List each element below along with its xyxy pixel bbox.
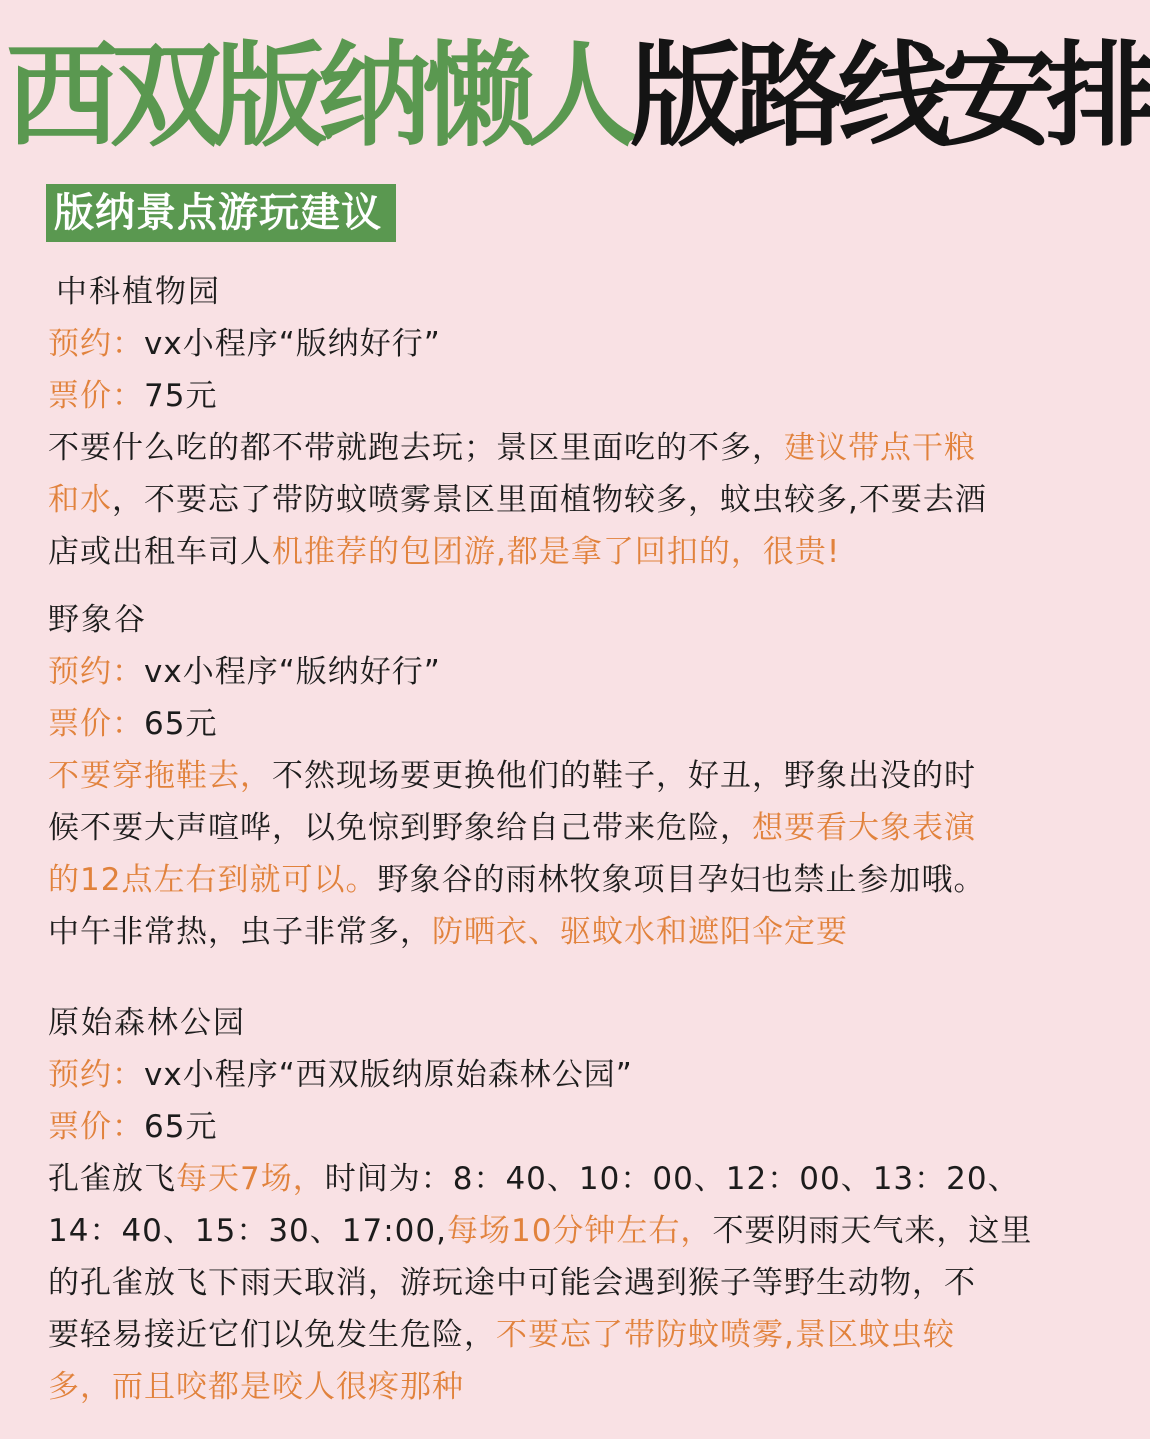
tips-line bbox=[48, 1257, 1038, 1309]
tips-highlight: 不要忘了带防蚊喷雾,景区蚊虫较 bbox=[496, 1317, 955, 1353]
tips-text: 的孔雀放飞下雨天取消，游玩途中可能会遇到猴子等野生动物，不 bbox=[48, 1265, 976, 1301]
tips-line bbox=[48, 802, 1038, 854]
tips-line bbox=[48, 854, 1038, 906]
attraction-section-botanical-garden bbox=[48, 266, 1038, 578]
attraction-name: 野象谷 bbox=[48, 602, 147, 638]
booking-label: 预约： bbox=[48, 326, 144, 362]
tips-line bbox=[48, 906, 1038, 958]
booking-value: vx小程序“西双版纳原始森林公园” bbox=[144, 1057, 633, 1093]
tips-highlight: 想要看大象表演 bbox=[752, 810, 976, 846]
price-value: 65元 bbox=[144, 1109, 218, 1145]
attraction-section-primeval-forest-park bbox=[48, 997, 1038, 1413]
tips-text: 店或出租车司人 bbox=[48, 534, 272, 570]
tips-text: ，不要忘了带防蚊喷雾景区里面植物较多，蚊虫较多,不要去酒 bbox=[112, 482, 987, 518]
tips-highlight: 建议带点干粮 bbox=[784, 430, 976, 466]
attraction-name: 中科植物园 bbox=[56, 274, 221, 310]
tips-text: 时间为：8：40、10：00、12：00、13：20、 bbox=[324, 1161, 1020, 1197]
booking-line bbox=[48, 646, 1038, 698]
booking-line bbox=[48, 318, 1038, 370]
attraction-name: 原始森林公园 bbox=[48, 1005, 246, 1041]
tips-text: 孔雀放飞 bbox=[48, 1161, 176, 1197]
price-label: 票价： bbox=[48, 378, 144, 414]
booking-label: 预约： bbox=[48, 654, 144, 690]
tips-text: 不要什么吃的都不带就跑去玩；景区里面吃的不多， bbox=[48, 430, 784, 466]
booking-value: vx小程序“版纳好行” bbox=[144, 326, 441, 362]
tips-line bbox=[48, 474, 1038, 526]
price-value: 65元 bbox=[144, 706, 218, 742]
tips-line bbox=[48, 1309, 1038, 1361]
tips-text: 候不要大声喧哗，以免惊到野象给自己带来危险， bbox=[48, 810, 752, 846]
tips-line bbox=[48, 750, 1038, 802]
price-line bbox=[48, 370, 1038, 422]
tips-text: 中午非常热，虫子非常多， bbox=[48, 914, 432, 950]
price-label: 票价： bbox=[48, 706, 144, 742]
attraction-section-wild-elephant-valley bbox=[48, 594, 1038, 958]
booking-line bbox=[48, 1049, 1038, 1101]
tips-highlight: 每场10分钟左右， bbox=[446, 1213, 713, 1249]
price-line bbox=[48, 1101, 1038, 1153]
tips-text: 14：40、15：30、17:00, bbox=[48, 1213, 447, 1249]
tips-text: 要轻易接近它们以免发生危险， bbox=[48, 1317, 496, 1353]
tips-highlight: 不要穿拖鞋去， bbox=[48, 758, 272, 794]
tips-text: 野象谷的雨林牧象项目孕妇也禁止参加哦。 bbox=[377, 862, 986, 898]
booking-label: 预约： bbox=[48, 1057, 144, 1093]
tips-highlight: 多，而且咬都是咬人很疼那种 bbox=[48, 1369, 464, 1405]
tips-highlight: 防晒衣、驱蚊水和遮阳伞定要 bbox=[432, 914, 848, 950]
tips-line bbox=[48, 1153, 1038, 1205]
tips-text: 不要阴雨天气来，这里 bbox=[712, 1213, 1033, 1249]
tips-line bbox=[48, 422, 1038, 474]
tips-highlight: 和水 bbox=[48, 482, 112, 518]
section-heading-badge: 版纳景点游玩建议 bbox=[46, 184, 396, 242]
tips-text: 不然现场要更换他们的鞋子，好丑，野象出没的时 bbox=[272, 758, 976, 794]
page-title bbox=[6, 26, 1150, 166]
price-line bbox=[48, 698, 1038, 750]
title-part-2: 版路线安排 bbox=[630, 30, 1150, 162]
price-label: 票价： bbox=[48, 1109, 144, 1145]
tips-highlight: 每天7场， bbox=[176, 1161, 325, 1197]
tips-line bbox=[48, 1361, 1038, 1413]
price-value: 75元 bbox=[144, 378, 218, 414]
tips-line bbox=[48, 526, 1038, 578]
tips-highlight: 的12点左右到就可以。 bbox=[48, 862, 378, 898]
booking-value: vx小程序“版纳好行” bbox=[144, 654, 441, 690]
tips-line bbox=[48, 1205, 1038, 1257]
title-part-1: 西双版纳懒人 bbox=[6, 30, 630, 162]
tips-highlight: 机推荐的包团游,都是拿了回扣的，很贵! bbox=[272, 534, 841, 570]
